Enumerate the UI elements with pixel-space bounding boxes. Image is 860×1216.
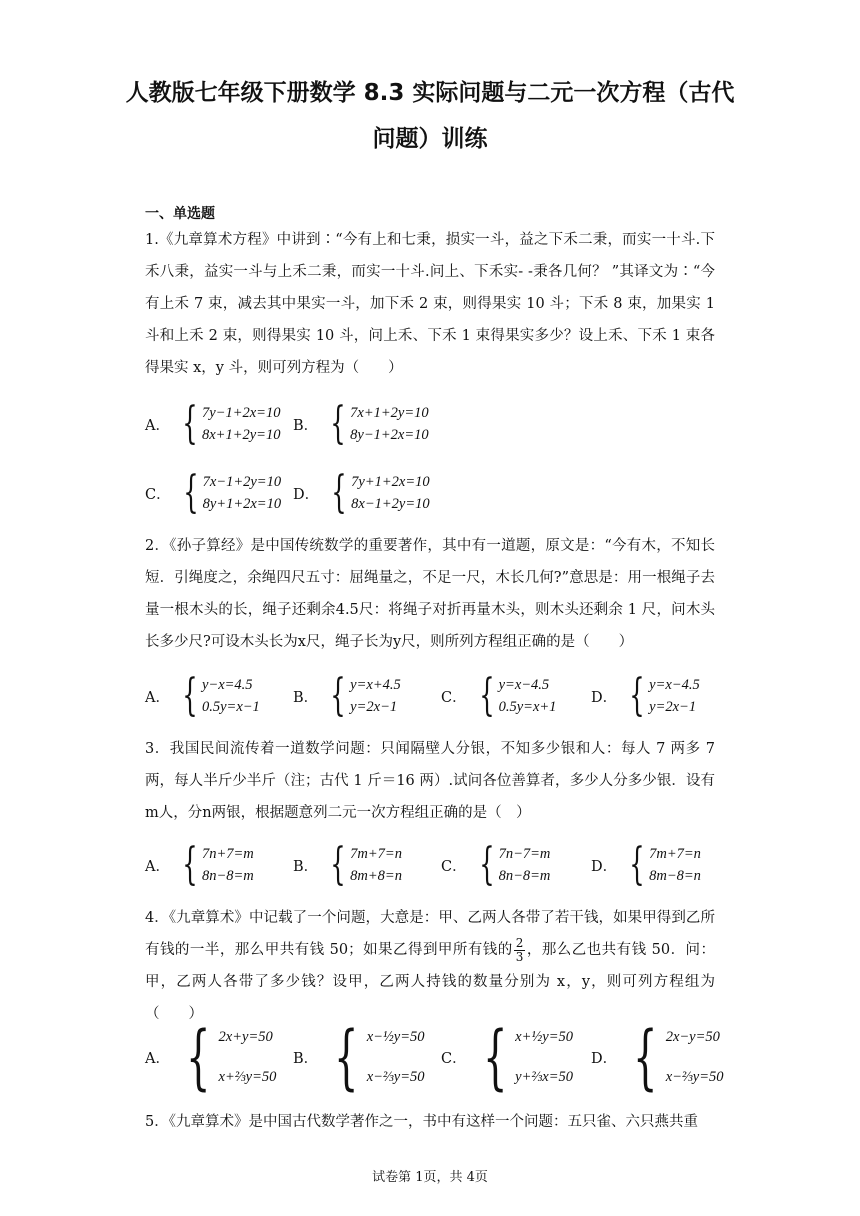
question-2-options [145,670,715,721]
equation: x+⅔y=50 [218,1069,277,1085]
equation: y−x=4.5 [201,677,253,693]
equation: 8y+1+2x=10 [202,496,282,512]
brace-icon: { [182,670,198,721]
question-1-options-row-2 [145,467,715,518]
equation: x−½y=50 [366,1029,425,1045]
option-label: B． [293,858,319,875]
equation: 7y−1+2x=10 [201,405,281,421]
equation: 8m−8=n [649,868,701,884]
q3-option-d[interactable] [591,839,701,890]
option-label: D． [591,858,618,875]
equation: 7m+7=n [350,846,402,862]
question-3-options [145,839,715,890]
equation: 8n−8=m [498,868,551,884]
brace-icon: { [330,839,346,890]
brace-icon: { [482,1016,508,1098]
option-label: A． [145,1050,170,1067]
option-label: D． [591,1050,618,1067]
question-3-text: 3．我国民间流传着一道数学问题：只闻隔壁人分银，不知多少银和人：每人 7 两多 7 两，每人半斤少半斤（注；古代 1 斤＝16 两）.试问各位善算者，多少人分多少银．设有m人，分n两银，根据题意列二元一次方程组正确的是（ ） [145,741,715,821]
equation: 8m+8=n [350,868,402,884]
q1-option-b[interactable] [293,398,429,449]
brace-icon: { [182,839,198,890]
question-2-text: 2．《孙子算经》是中国传统数学的重要著作，其中有一道题，原文是：“今有木，不知长短．引绳度之，余绳四尺五寸：屈绳量之，不足一尺，木长几何?”意思是：用一根绳子去量一根木头的长，绳子还剩余4.5尺：将绳子对折再量木头，则木头还剩余 1 尺，问木头长多少尺?可设木头长为x尺，绳子长为y尺，则所列方程组正确的是（ ） [145,538,715,650]
section-heading: 一、单选题 [145,206,215,222]
equation: 2x−y=50 [665,1029,720,1045]
equation: 7n+7=m [201,846,254,862]
brace-icon: { [182,467,199,518]
option-label: D． [591,689,618,706]
equation: y+⅔x=50 [515,1069,573,1085]
option-label: B． [293,689,319,706]
q3-option-b[interactable] [293,839,402,890]
brace-icon: { [334,1016,359,1098]
equation: 8x−1+2y=10 [351,496,430,512]
option-label: A． [145,417,170,434]
q1-option-d[interactable] [293,467,430,518]
equation: x−⅔y=50 [366,1069,425,1085]
brace-icon: { [330,670,346,721]
question-4-text-part-1: 4．《九章算术》中记载了一个问题，大意是：甲、乙两人各带了若干钱，如果甲得到乙所有钱的一半，那么甲共有钱 50；如果乙得到甲所有钱的 [145,910,715,958]
q2-option-a[interactable] [145,670,260,721]
question-1-options-row-1 [145,398,715,449]
equation: x+½y=50 [515,1029,573,1045]
equation: 7x−1+2y=10 [202,474,282,490]
equation: 7x+1+2y=10 [350,405,429,421]
equation: y=2x−1 [350,699,398,715]
equation: 8n−8=m [201,868,254,884]
brace-icon: { [629,839,645,890]
equation: 8y−1+2x=10 [350,427,429,443]
fraction [514,937,526,964]
option-label: B． [293,417,319,434]
brace-icon: { [330,398,346,449]
brace-icon: { [478,670,495,721]
title-line-1: 人教版七年级下册数学 8.3 实际问题与二元一次方程（古代 [125,80,735,106]
q2-option-b[interactable] [293,670,401,721]
equation: 7m+7=n [649,846,701,862]
option-label: C． [145,486,171,503]
q4-option-a[interactable] [145,1016,277,1098]
question-4-text [145,902,715,1030]
q3-option-c[interactable] [441,839,551,890]
page-title [100,70,760,162]
q2-option-d[interactable] [591,670,700,721]
option-label: B． [293,1050,319,1067]
equation: x−⅔y=50 [665,1069,724,1085]
brace-icon: { [633,1016,658,1098]
question-1-text: 1.《九章算术方程》中讲到∶“今有上和七秉，损实一斗，益之下禾二秉，而实一十斗.下禾八秉，益实一斗与上禾二秉，而实一十斗.问上、下禾实- -秉各几何？ ”其译文为∶“今有上禾 7 束，减去其中果实一斗，加下禾 2 束，则得果实 10 斗；下禾 8 束，加果实 1 斗和上禾 2 束，则得果实 10 斗，问上禾、下禾 1 束得果实多少？设上禾、下禾 1 束各得果实 x，y 斗，则可列方程为（ ） [145,232,715,376]
brace-icon: { [629,670,645,721]
equation: 0.5y=x+1 [498,699,557,715]
equation: 7y+1+2x=10 [351,474,430,490]
equation: y=2x−1 [649,699,697,715]
option-label: C． [441,858,467,875]
question-5-text: 5．《九章算术》是中国古代数学著作之一，书中有这样一个问题：五只雀、六只燕共重 [145,1114,698,1130]
page-footer: 试卷第 1页，共 4页 [372,1170,488,1185]
brace-icon: { [331,467,347,518]
option-label: C． [441,1050,467,1067]
brace-icon: { [478,839,495,890]
brace-icon: { [186,1016,211,1098]
equation: y=x−4.5 [498,677,550,693]
brace-icon: { [182,398,198,449]
question-4-options [145,1016,724,1098]
q1-option-a[interactable] [145,398,281,449]
fraction-denominator: 3 [515,949,524,964]
option-label: A． [145,689,170,706]
equation: y=x+4.5 [350,677,401,693]
equation: 2x+y=50 [218,1029,273,1045]
option-label: C． [441,689,467,706]
equation: 0.5y=x−1 [201,699,260,715]
title-line-2: 问题）训练 [372,126,488,152]
fraction-numerator: 2 [515,935,524,950]
q1-option-c[interactable] [145,467,282,518]
equation: 8x+1+2y=10 [201,427,281,443]
option-label: D． [293,486,320,503]
option-label: A． [145,858,170,875]
q3-option-a[interactable] [145,839,254,890]
q2-option-c[interactable] [441,670,557,721]
q4-option-b[interactable] [293,1016,425,1098]
equation: y=x−4.5 [649,677,700,693]
q4-option-d[interactable] [591,1016,724,1098]
q4-option-c[interactable] [441,1016,573,1098]
equation: 7n−7=m [498,846,551,862]
question-4-text-part-2: ，那么乙也共有钱 50．问：甲，乙两人各带了多少钱？设甲，乙两人持钱的数量分别为 x，y，则可列方程组为（ ） [145,942,716,1022]
